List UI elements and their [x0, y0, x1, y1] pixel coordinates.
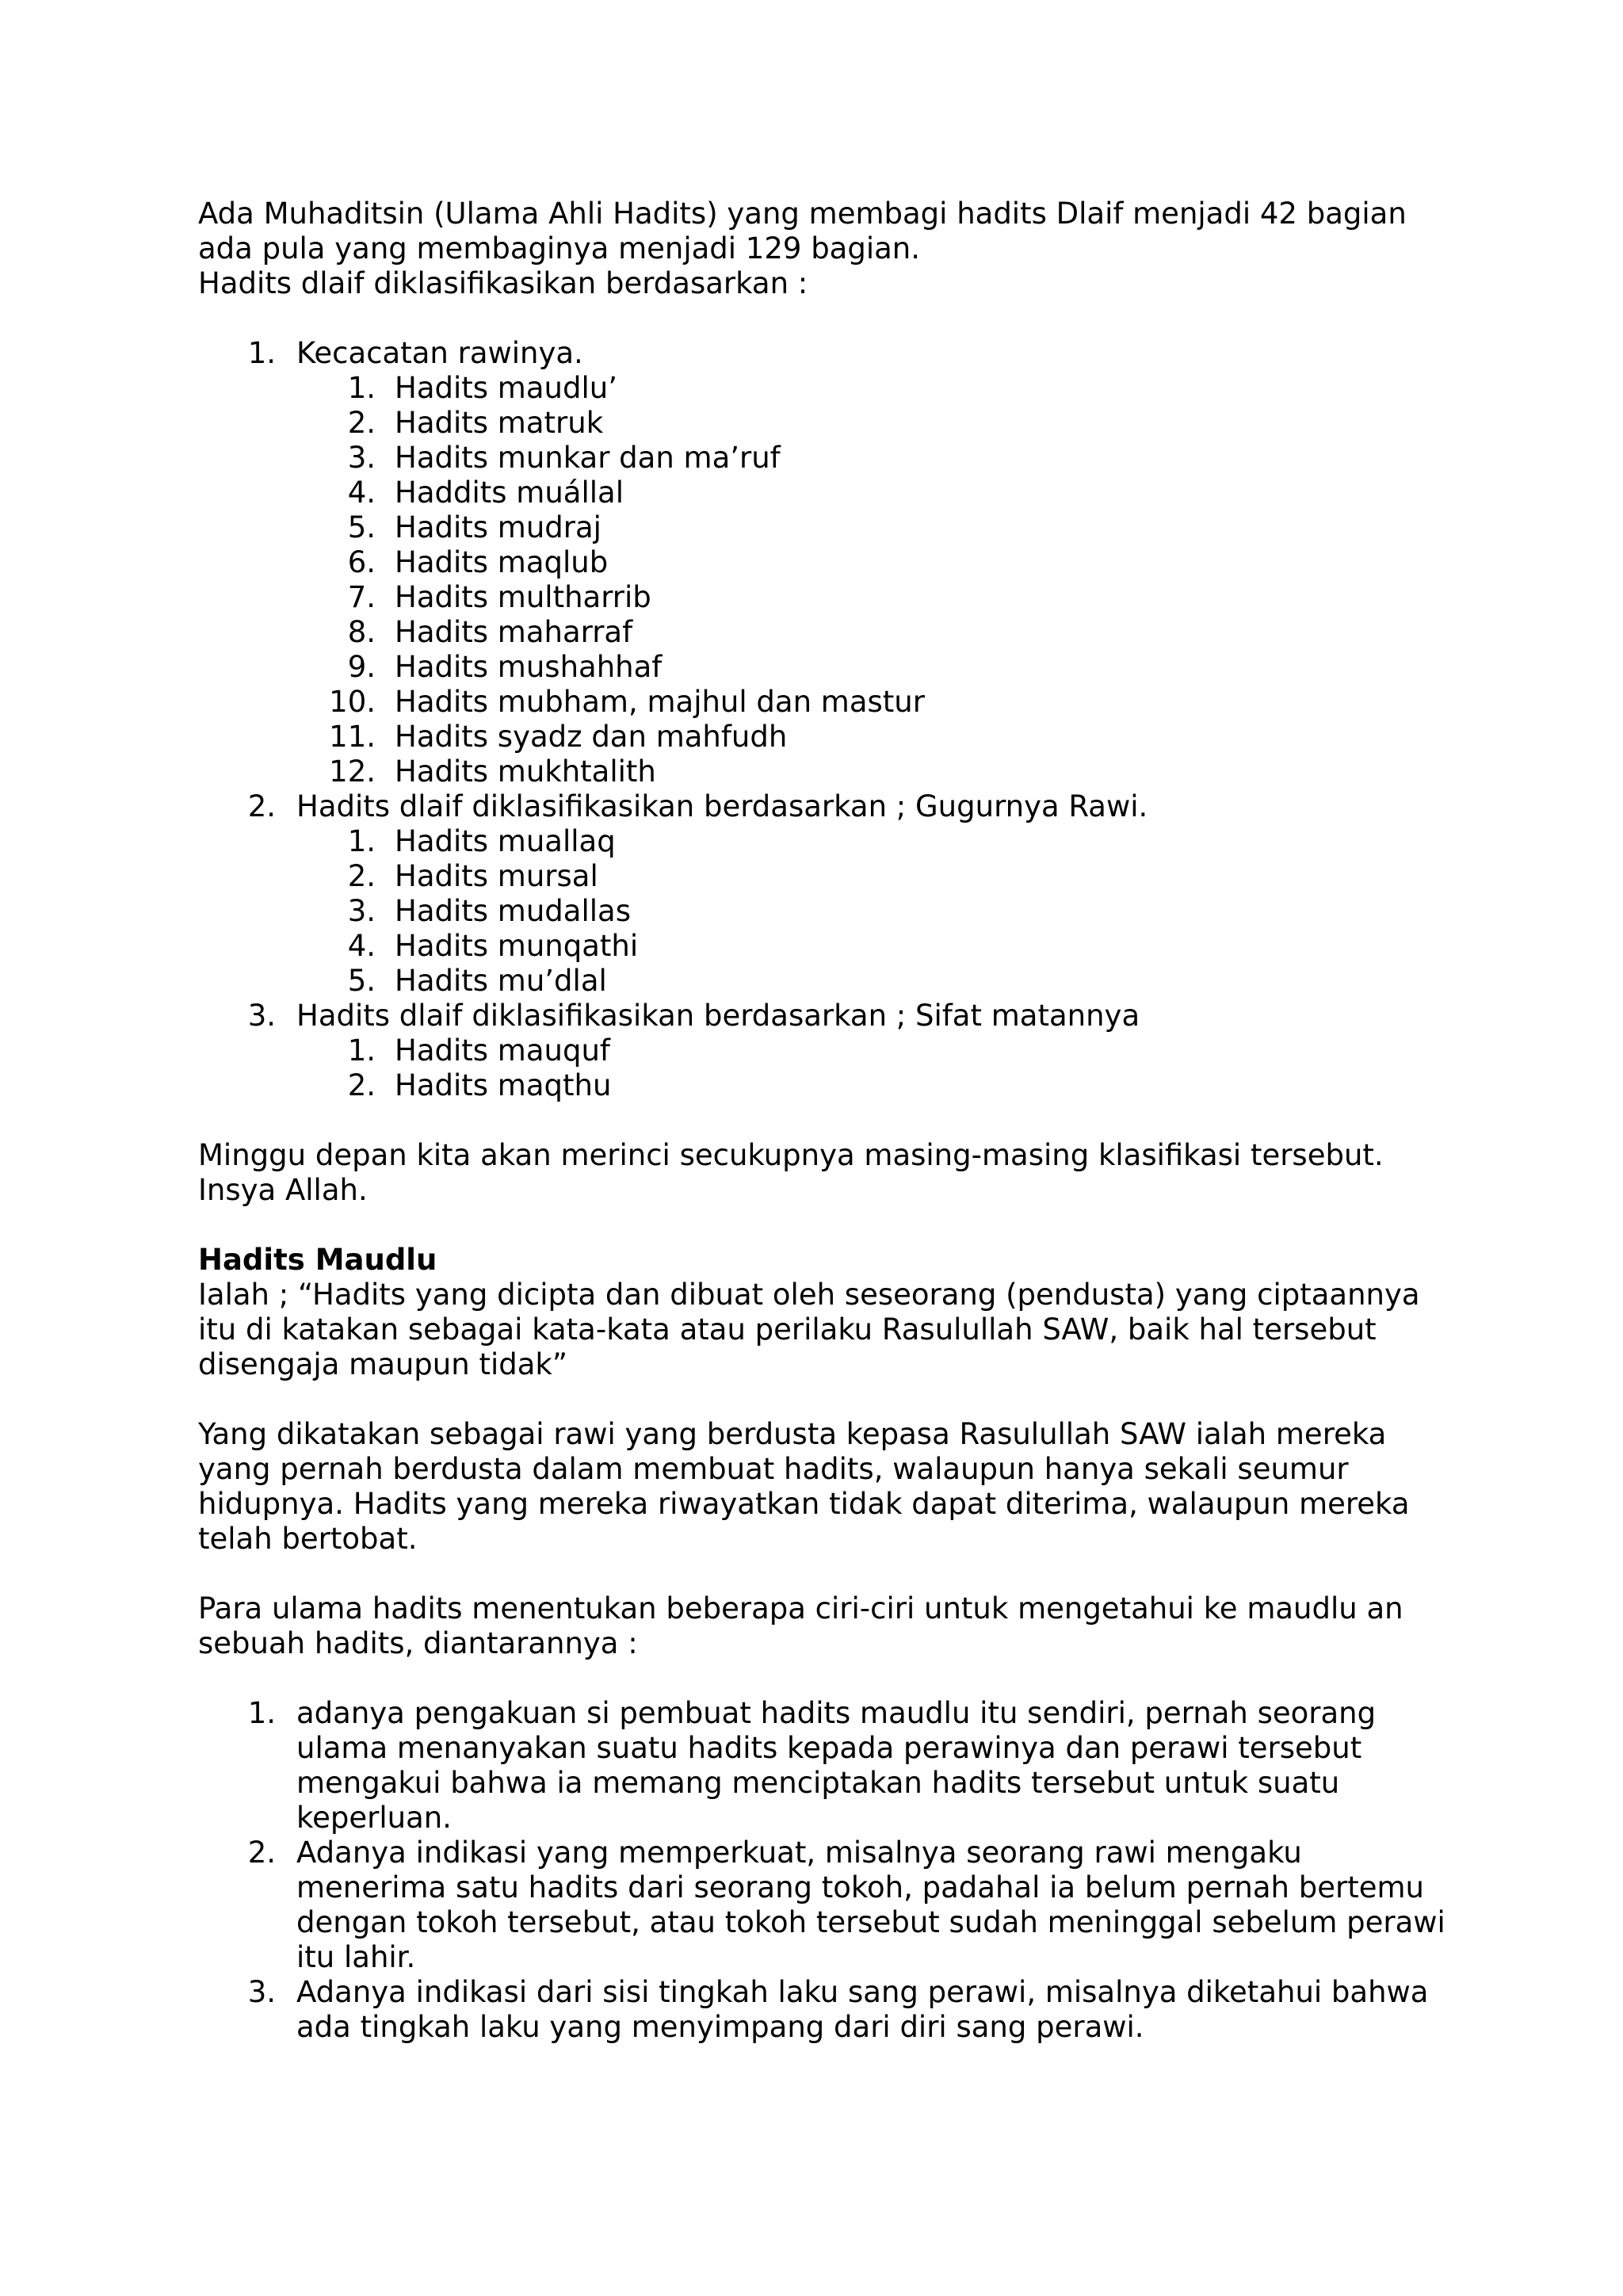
- ciri-line: Adanya indikasi dari sisi tingkah laku sang perawi, misalnya diketahui bahwa: [296, 1975, 1429, 2009]
- list-number: 5.: [347, 964, 376, 998]
- list-number: 4.: [347, 929, 376, 963]
- list-item: [296, 859, 1450, 894]
- list-item: [296, 371, 1450, 406]
- list-item: [296, 545, 1450, 580]
- list-number: 4.: [347, 476, 376, 510]
- list-item-text: Haddits muállal: [395, 476, 624, 510]
- list-item: [296, 755, 1450, 789]
- list-item-text: Hadits mursal: [395, 859, 598, 893]
- list-item: [296, 510, 1450, 545]
- list-item-text: Hadits maqlub: [395, 545, 609, 579]
- classification-item: [198, 999, 1450, 1103]
- list-item-text: Hadits muallaq: [395, 824, 616, 858]
- list-number: 8.: [347, 615, 376, 649]
- classification-label: Hadits dlaif diklasifikasikan berdasarkan ; Gugurnya Rawi.: [296, 789, 1148, 823]
- ciri-line: dengan tokoh tersebut, atau tokoh tersebut sudah meninggal sebelum perawi: [296, 1905, 1445, 1939]
- list-item: [296, 650, 1450, 685]
- list-number: 10.: [329, 685, 376, 719]
- ciri-item: [198, 1696, 1450, 1836]
- list-number: 12.: [329, 755, 376, 789]
- paragraph-line: yang pernah berdusta dalam membuat hadits, walaupun hanya sekali seumur: [198, 1452, 1349, 1486]
- sublist: [296, 1033, 1450, 1103]
- ciri-line: ada tingkah laku yang menyimpang dari diri sang perawi.: [296, 2010, 1144, 2044]
- list-item: [296, 685, 1450, 720]
- list-item: [296, 1068, 1450, 1103]
- paragraph-line: telah bertobat.: [198, 1522, 418, 1556]
- spacer: [198, 1557, 1450, 1591]
- list-number: 2.: [347, 1068, 376, 1102]
- ciri-line: Adanya indikasi yang memperkuat, misalnya seorang rawi mengaku: [296, 1836, 1302, 1870]
- list-number: 2.: [247, 789, 276, 823]
- ciri-line: keperluan.: [296, 1801, 452, 1835]
- list-number: 1.: [247, 336, 276, 370]
- paragraph-line: hidupnya. Hadits yang mereka riwayatkan tidak dapat diterima, walaupun mereka: [198, 1487, 1410, 1521]
- paragraph-line: Para ulama hadits menentukan beberapa ciri-ciri untuk mengetahui ke maudlu an: [198, 1591, 1403, 1626]
- ciri-line: ulama menanyakan suatu hadits kepada perawinya dan perawi tersebut: [296, 1731, 1362, 1765]
- ciri-line: menerima satu hadits dari seorang tokoh, padahal ia belum pernah bertemu: [296, 1870, 1424, 1904]
- list-number: 3.: [347, 894, 376, 928]
- paragraph-line: sebuah hadits, diantarannya :: [198, 1626, 638, 1660]
- list-number: 1.: [247, 1696, 276, 1730]
- list-number: 6.: [347, 545, 376, 579]
- list-item-text: Hadits matruk: [395, 406, 604, 440]
- spacer: [198, 1103, 1450, 1138]
- intro-line: Hadits dlaif diklasifikasikan berdasarkan :: [198, 266, 808, 300]
- list-number: 3.: [347, 441, 376, 475]
- list-number: 3.: [247, 1975, 276, 2009]
- list-item: [296, 929, 1450, 964]
- list-item: [296, 720, 1450, 755]
- list-item-text: Hadits mubham, majhul dan mastur: [395, 685, 925, 719]
- ciri-line: adanya pengakuan si pembuat hadits maudlu itu sendiri, pernah seorang: [296, 1696, 1377, 1730]
- closing-line: Minggu depan kita akan merinci secukupnya masing-masing klasifikasi tersebut.: [198, 1138, 1384, 1172]
- classification-item: [198, 336, 1450, 789]
- classification-label: Hadits dlaif diklasifikasikan berdasarkan ; Sifat matannya: [296, 999, 1140, 1033]
- list-number: 5.: [347, 510, 376, 544]
- list-number: 2.: [347, 406, 376, 440]
- closing-line: Insya Allah.: [198, 1173, 368, 1207]
- list-number: 2.: [247, 1836, 276, 1870]
- list-number: 3.: [247, 999, 276, 1033]
- list-item: [296, 580, 1450, 615]
- list-item-text: Hadits mu’dlal: [395, 964, 607, 998]
- list-item-text: Hadits syadz dan mahfudh: [395, 720, 788, 754]
- sublist: [296, 824, 1450, 999]
- list-item-text: Hadits mudallas: [395, 894, 631, 928]
- ciri-list: [198, 1696, 1450, 2045]
- list-item: [296, 964, 1450, 999]
- list-item-text: Hadits munkar dan ma’ruf: [395, 441, 781, 475]
- spacer: [198, 1208, 1450, 1243]
- spacer: [198, 1661, 1450, 1696]
- classification-item: [198, 789, 1450, 999]
- list-number: 1.: [347, 1033, 376, 1068]
- ciri-line: itu lahir.: [296, 1940, 416, 1974]
- classification-list: [198, 336, 1450, 1103]
- list-number: 1.: [347, 824, 376, 858]
- list-number: 9.: [347, 650, 376, 684]
- intro-line: Ada Muhaditsin (Ulama Ahli Hadits) yang membagi hadits Dlaif menjadi 42 bagian: [198, 197, 1407, 231]
- list-item: [296, 406, 1450, 441]
- list-item-text: Hadits mudraj: [395, 510, 601, 544]
- ciri-line: mengakui bahwa ia memang menciptakan hadits tersebut untuk suatu: [296, 1766, 1340, 1800]
- list-number: 1.: [347, 371, 376, 405]
- list-item-text: Hadits mauquf: [395, 1033, 610, 1068]
- list-item: [296, 824, 1450, 859]
- list-number: 7.: [347, 580, 376, 614]
- list-item: [296, 615, 1450, 650]
- list-item: [296, 1033, 1450, 1068]
- list-number: 11.: [329, 720, 376, 754]
- paragraph-line: Yang dikatakan sebagai rawi yang berdusta kepasa Rasulullah SAW ialah mereka: [198, 1417, 1387, 1451]
- list-item-text: Hadits maqthu: [395, 1068, 612, 1102]
- list-item: [296, 441, 1450, 476]
- ciri-item: [198, 1836, 1450, 1975]
- list-number: 2.: [347, 859, 376, 893]
- spacer: [198, 1382, 1450, 1417]
- list-item-text: Hadits mukhtalith: [395, 755, 656, 789]
- definition-line: disengaja maupun tidak”: [198, 1347, 567, 1381]
- list-item-text: Hadits multharrib: [395, 580, 651, 614]
- list-item: [296, 476, 1450, 510]
- list-item: [296, 894, 1450, 929]
- list-item-text: Hadits munqathi: [395, 929, 639, 963]
- section-heading: Hadits Maudlu: [198, 1243, 437, 1277]
- list-item-text: Hadits mushahhaf: [395, 650, 663, 684]
- classification-label: Kecacatan rawinya.: [296, 336, 583, 370]
- definition-line: Ialah ; “Hadits yang dicipta dan dibuat oleh seseorang (pendusta) yang ciptaannya: [198, 1278, 1420, 1312]
- sublist: [296, 371, 1450, 789]
- list-item-text: Hadits maharraf: [395, 615, 633, 649]
- definition-line: itu di katakan sebagai kata-kata atau perilaku Rasulullah SAW, baik hal tersebut: [198, 1312, 1377, 1347]
- intro-line: ada pula yang membaginya menjadi 129 bagian.: [198, 231, 920, 266]
- ciri-item: [198, 1975, 1450, 2045]
- spacer: [198, 301, 1450, 336]
- document-page: [198, 197, 1450, 2045]
- list-item-text: Hadits maudlu’: [395, 371, 617, 405]
